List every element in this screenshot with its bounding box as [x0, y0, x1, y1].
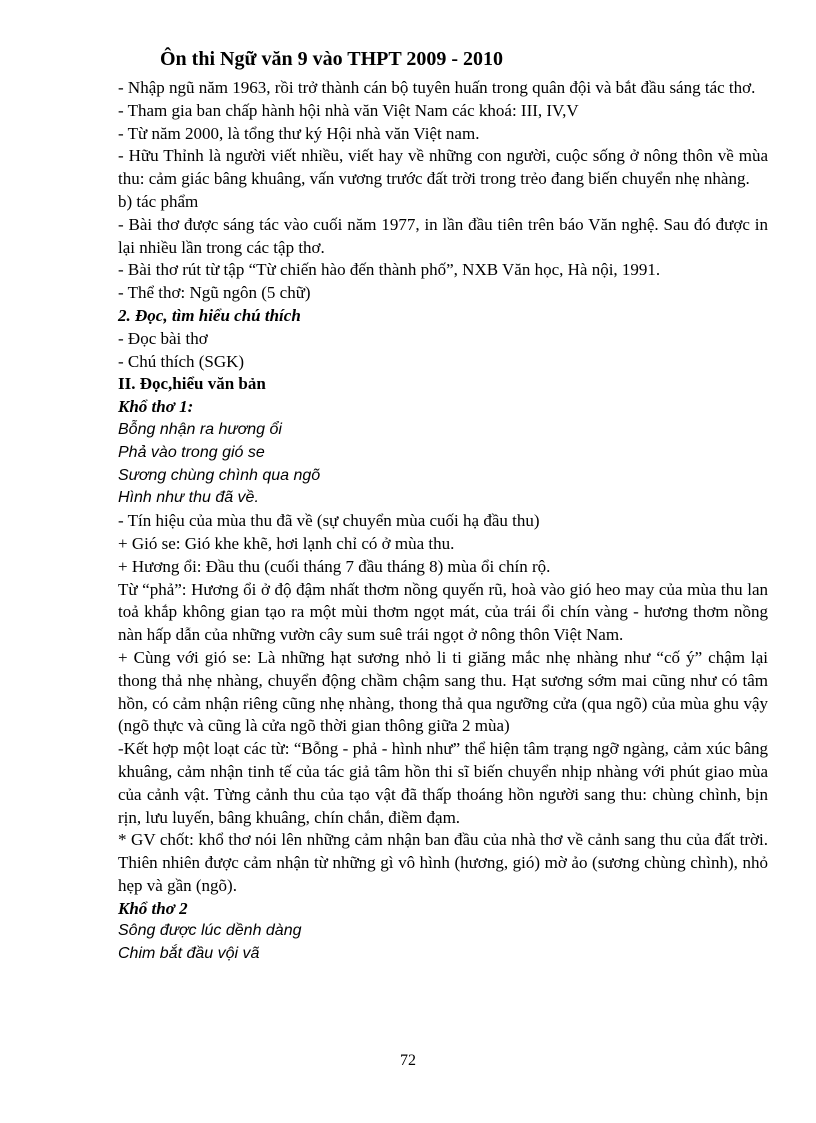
analysis-word-pha: Từ “phả”: Hương ổi ở độ đậm nhất thơm nồng quyến rũ, hoà vào gió heo may của mùa thu lan toả khắp không gian tạo ra một mùi thơm ngọt mát, của trái ổi chín vàng - hương thơm nồng nàn hấp dẫn của những vườn cây sum suê trái ngọt ở nông thôn Việt Nam. — [118, 579, 768, 645]
subheading-work: b) tác phẩm — [118, 191, 199, 211]
analysis-wind: + Gió se: Gió khe khẽ, hơi lạnh chỉ có ở mùa thu. — [118, 533, 455, 553]
poem-line: Sương chùng chình qua ngõ — [118, 466, 321, 484]
section-heading-read-notes: 2. Đọc, tìm hiểu chú thích — [118, 305, 301, 325]
teacher-summary: * GV chốt: khổ thơ nói lên những cảm nhận ban đầu của nhà thơ về cảnh sang thu của đất trời. Thiên nhiên được cảm nhận từ những gì vô hình (hương, gió) mờ ảo (sương chùng chình), nhỏ hẹp và gần (ngõ). — [118, 830, 768, 895]
bio-line-writers-association: - Tham gia ban chấp hành hội nhà văn Việt Nam các khoá: III, IV,V — [118, 100, 579, 120]
work-line-collection: - Bài thơ rút từ tập “Từ chiến hào đến thành phố”, NXB Văn học, Hà nội, 1991. — [118, 260, 661, 280]
stanza-heading-2: Khổ thơ 2 — [118, 898, 188, 918]
work-line-form: - Thể thơ: Ngũ ngôn (5 chữ) — [118, 283, 311, 303]
poem-line: Sông được lúc dềnh dàng — [118, 922, 302, 940]
stanza-heading-1: Khổ thơ 1: — [118, 397, 194, 417]
bio-line-enlistment: - Nhập ngũ năm 1963, rồi trở thành cán bộ tuyên huấn trong quân đội và bắt đầu sáng tác thơ. — [118, 78, 756, 97]
analysis-signal: - Tín hiệu của mùa thu đã về (sự chuyển mùa cuối hạ đầu thu) — [118, 511, 540, 531]
page-header-title: Ôn thi Ngữ văn 9 vào THPT 2009 - 2010 — [160, 48, 503, 70]
poem-line: Bỗng nhận ra hương ổi — [118, 420, 282, 438]
bio-line-secretary-general: - Từ năm 2000, là tổng thư ký Hội nhà văn Việt nam. — [118, 123, 480, 143]
section-heading-analysis: II. Đọc,hiểu văn bản — [118, 374, 266, 394]
analysis-guava: + Hương ổi: Đầu thu (cuối tháng 7 đầu tháng 8) mùa ổi chín rộ. — [118, 556, 551, 576]
poem-line: Hình như thu đã về. — [118, 489, 259, 507]
document-body — [118, 77, 768, 966]
analysis-word-combination: -Kết hợp một loạt các từ: “Bỗng - phả - hình như” thể hiện tâm trạng ngỡ ngàng, cảm xúc bâng khuâng, cảm nhận tinh tế của tác giả tâm hồn thi sĩ biến chuyển nhịp nhàng với phút giao mùa của cảnh vật. Từng cảnh thu của tạo vật đã thấp thoáng hồn người sang thu: chùng chình, bịn rịn, lưu luyến, bâng khuâng, chín chắn, điềm đạm. — [118, 739, 768, 827]
list-item-read-poem: - Đọc bài thơ — [118, 328, 208, 348]
poem-line: Chim bắt đầu vội vã — [118, 945, 260, 963]
page-number: 72 — [400, 1052, 416, 1069]
analysis-mist: + Cùng với gió se: Là những hạt sương nhỏ li ti giăng mắc nhẹ nhàng như “cố ý” chậm lại thong thả nhẹ nhàng, chuyển động chầm chậm sang thu. Hạt sương sớm mai cũng như có tâm hồn, có cảm nhận riêng cũng nhẹ nhàng, thong thả qua ngưỡng cửa (qua ngõ) của mùa ghu vậy (ngõ thực và cũng là cửa ngõ thời gian thông giữa 2 mùa) — [118, 647, 768, 736]
work-line-composition: - Bài thơ được sáng tác vào cuối năm 1977, in lần đầu tiên trên báo Văn nghệ. Sau đó được in lại nhiều lần trong các tập thơ. — [118, 214, 768, 257]
list-item-notes: - Chú thích (SGK) — [118, 351, 245, 371]
poem-line: Phả vào trong gió se — [118, 443, 265, 461]
bio-line-themes: - Hữu Thỉnh là người viết nhiều, viết hay về những con người, cuộc sống ở nông thôn về mùa thu: cảm giác bâng khuâng, vấn vương trước đất trời trong trẻo đang biến chuyển nhẹ nhàng. — [118, 146, 768, 189]
